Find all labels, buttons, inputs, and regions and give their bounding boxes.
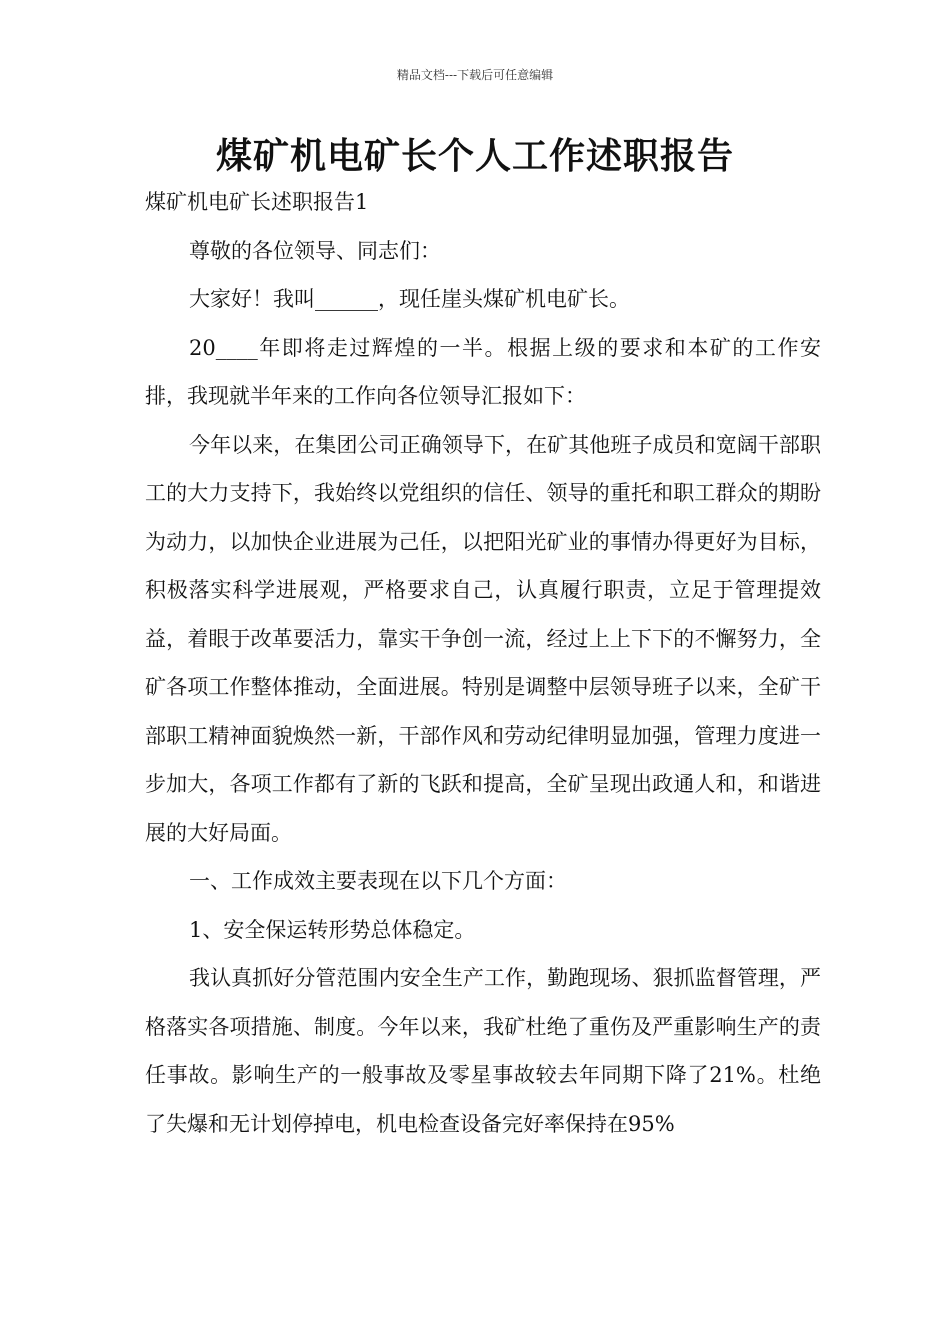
paragraph-overview: 今年以来，在集团公司正确领导下，在矿其他班子成员和宽阔干部职工的大力支持下，我始终以党组织的信任、领导的重托和职工群众的期盼为动力，以加快企业进展为己任，以把阳光矿业的事情办得更好为目标，积极落实科学进展观，严格要求自己，认真履行职责，立足于管理提效益，着眼于改革要活力，靠实干争创一流，经过上上下下的不懈努力，全矿各项工作整体推动，全面进展。特别是调整中层领导班子以来，全矿干部职工精神面貌焕然一新，干部作风和劳动纪律明显加强，管理力度进一步加大，各项工作都有了新的飞跃和提高，全矿呈现出政通人和，和谐进展的大好局面。 xyxy=(145,432,821,845)
document-title: 煤矿机电矿长个人工作述职报告 xyxy=(215,135,734,177)
paragraph-section-heading: 一、工作成效主要表现在以下几个方面： xyxy=(189,869,567,893)
paragraph-salutation: 尊敬的各位领导、同志们： xyxy=(189,238,441,263)
header-note: 精品文档---下载后可任意编辑 xyxy=(396,68,554,82)
paragraph-opening: 20____年即将走过辉煌的一半。根据上级的要求和本矿的工作安排，我现就半年来的工作向各位领导汇报如下： xyxy=(145,335,821,408)
document-body xyxy=(145,178,821,1148)
paragraph-safety: 我认真抓好分管范围内安全生产工作，勤跑现场、狠抓监督管理，严格落实各项措施、制度。今年以来，我矿杜绝了重伤及严重影响生产的责任事故。影响生产的一般事故及零星事故较去年同期下降了21%。杜绝了失爆和无计划停掉电，机电检查设备完好率保持在95% xyxy=(145,966,821,1136)
paragraph-subtitle: 煤矿机电矿长述职报告1 xyxy=(145,190,369,214)
paragraph-subheading: 1、安全保运转形势总体稳定。 xyxy=(189,917,476,942)
paragraph-introduction: 大家好！我叫______，现任崖头煤矿机电矿长。 xyxy=(189,287,630,311)
